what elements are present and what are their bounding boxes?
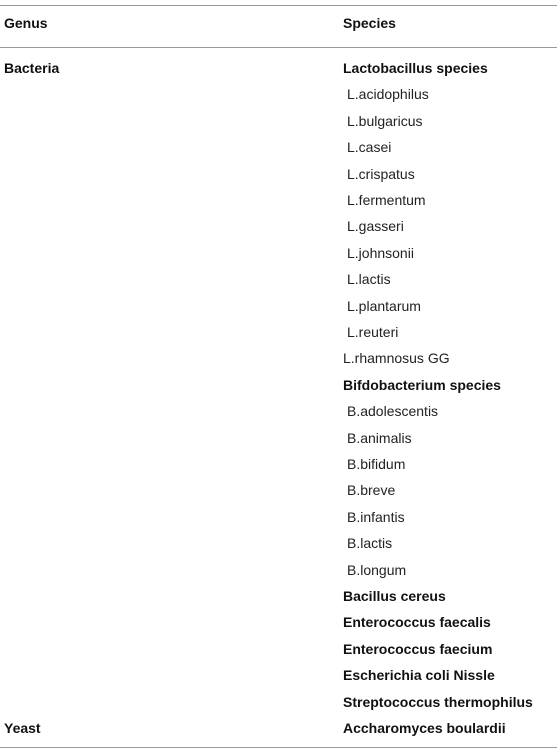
- species-cell: L.acidophilus: [347, 86, 429, 102]
- species-cell: Accharomyces boulardii: [343, 720, 506, 736]
- species-cell: L.fermentum: [347, 192, 426, 208]
- species-cell: L.lactis: [347, 271, 391, 287]
- species-cell: B.breve: [347, 482, 396, 498]
- species-cell: B.lactis: [347, 535, 393, 551]
- species-cell: L.bulgaricus: [347, 113, 423, 129]
- species-cell: L.rhamnosus GG: [343, 350, 450, 366]
- species-cell: L.casei: [347, 139, 392, 155]
- species-cell: B.longum: [347, 562, 407, 578]
- species-cell: B.adolescentis: [347, 403, 439, 419]
- species-cell: L.gasseri: [347, 218, 404, 234]
- header-species: Species: [343, 15, 396, 31]
- species-cell: Enterococcus faecium: [343, 641, 493, 657]
- species-cell: Bacillus cereus: [343, 588, 446, 604]
- species-cell: B.animalis: [347, 430, 412, 446]
- species-cell: Enterococcus faecalis: [343, 614, 491, 630]
- genus-cell: Bacteria: [4, 60, 60, 76]
- top-rule: [0, 5, 557, 6]
- species-cell: L.reuteri: [347, 324, 399, 340]
- species-cell: B.bifidum: [347, 456, 406, 472]
- species-cell: L.johnsonii: [347, 245, 414, 261]
- species-cell: L.plantarum: [347, 298, 421, 314]
- header-genus: Genus: [4, 15, 48, 31]
- species-cell: Streptococcus thermophilus: [343, 694, 533, 710]
- species-cell: Escherichia coli Nissle: [343, 667, 495, 683]
- genus-cell: Yeast: [4, 720, 41, 736]
- species-cell: L.crispatus: [347, 166, 415, 182]
- header-rule: [0, 47, 557, 48]
- species-cell: Bifdobacterium species: [343, 377, 501, 393]
- bottom-rule: [0, 747, 557, 748]
- species-cell: B.infantis: [347, 509, 405, 525]
- species-cell: Lactobacillus species: [343, 60, 488, 76]
